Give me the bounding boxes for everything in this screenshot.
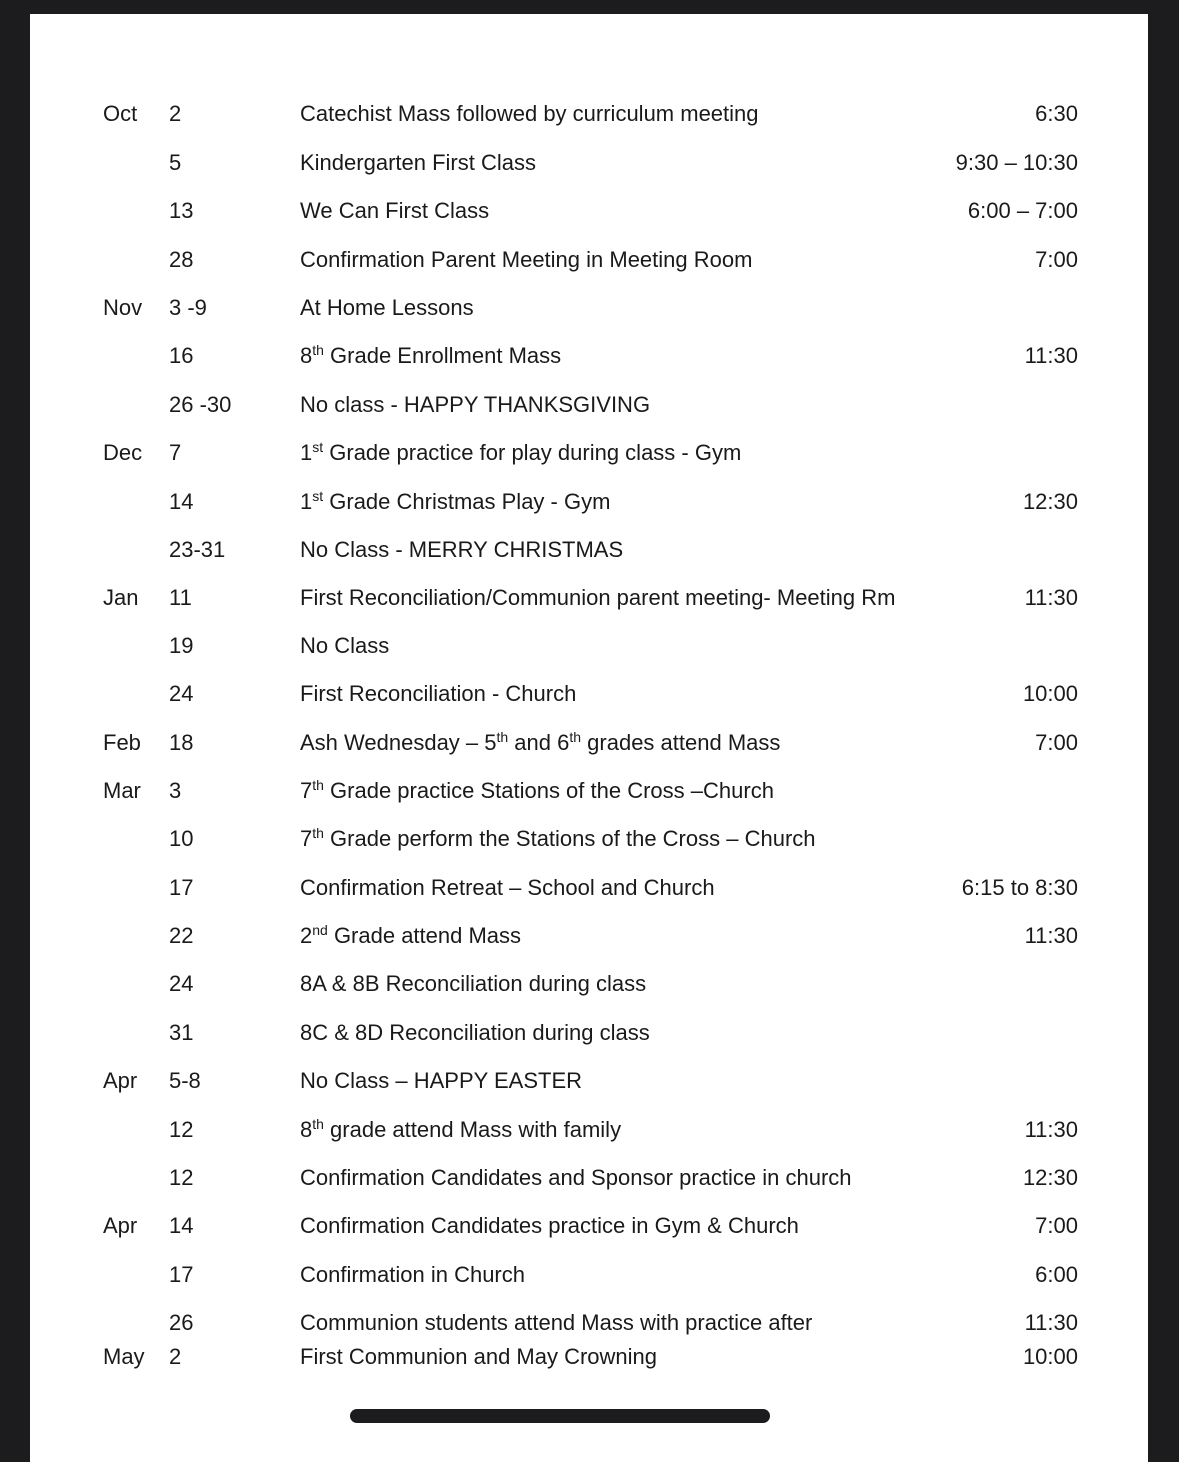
ordinal-suffix: th [312,777,324,793]
event-description: 1st Grade Christmas Play - Gym [300,488,611,514]
schedule-row [30,631,1148,661]
event-time: 10:00 [1022,1344,1078,1369]
event-time: 6:15 to 8:30 [961,875,1078,900]
event-description: Kindergarten First Class [300,150,536,175]
event-time: 11:30 [1024,1310,1078,1335]
schedule-row [30,776,1148,806]
month-label: Jan [103,585,139,610]
schedule-row [30,293,1148,323]
event-time: 11:30 [1024,343,1078,368]
home-indicator-bar[interactable] [350,1409,770,1423]
day-label: 3 -9 [169,295,207,320]
schedule-row [30,438,1148,468]
event-time: 11:30 [1024,585,1078,610]
event-description: First Reconciliation/Communion parent meeting- Meeting Rm [300,585,896,610]
day-label: 26 -30 [169,392,232,417]
day-label: 28 [169,247,194,272]
day-label: 23-31 [169,537,226,562]
schedule-row [30,1260,1148,1290]
day-label: 12 [169,1117,194,1142]
event-time: 7:00 [1035,730,1078,755]
day-label: 17 [169,1262,194,1287]
event-time: 12:30 [1022,489,1078,514]
day-label: 16 [169,343,194,368]
day-label: 10 [169,826,194,851]
event-description: 8th grade attend Mass with family [300,1116,622,1142]
event-description: Ash Wednesday – 5th and 6th grades attend Mass [300,729,781,755]
day-label: 24 [169,971,194,996]
day-label: 7 [169,440,182,465]
ordinal-suffix: nd [312,922,328,938]
document-page [30,14,1148,1462]
day-label: 12 [169,1165,194,1190]
day-label: 14 [169,1213,194,1238]
schedule-row [30,583,1148,613]
event-time: 6:00 [1035,1262,1078,1287]
event-description: 1st Grade practice for play during class - Gym [300,439,742,465]
day-label: 2 [169,101,182,126]
event-description: Confirmation Candidates and Sponsor practice in church [300,1165,852,1190]
schedule-row [30,487,1148,517]
event-description: Catechist Mass followed by curriculum meeting [300,101,759,126]
month-label: Nov [103,295,143,320]
ordinal-suffix: th [312,342,324,358]
day-label: 11 [169,585,192,610]
schedule-row [30,535,1148,565]
ordinal-suffix: st [312,488,324,504]
schedule-row [30,679,1148,709]
day-label: 19 [169,633,194,658]
day-label: 13 [169,198,194,223]
event-description: 8th Grade Enrollment Mass [300,342,562,368]
ordinal-suffix: st [312,439,324,455]
schedule-row [30,1018,1148,1048]
event-time: 6:30 [1035,101,1078,126]
event-time: 6:00 – 7:00 [967,198,1078,223]
event-description: Confirmation Parent Meeting in Meeting Room [300,247,753,272]
schedule-row [30,196,1148,226]
ordinal-suffix: th [496,729,509,745]
event-description: 7th Grade practice Stations of the Cross –Church [300,777,774,803]
event-description: No Class – HAPPY EASTER [300,1068,583,1093]
schedule-row [30,1342,1148,1372]
day-label: 18 [169,730,194,755]
month-label: Oct [103,101,138,126]
month-label: Apr [103,1068,138,1093]
event-description: 8C & 8D Reconciliation during class [300,1020,650,1045]
day-label: 5-8 [169,1068,201,1093]
event-description: No Class [300,633,390,658]
event-time: 7:00 [1035,1213,1078,1238]
month-label: Feb [103,730,141,755]
event-description: 7th Grade perform the Stations of the Cross – Church [300,825,816,851]
event-description: 8A & 8B Reconciliation during class [300,971,647,996]
event-time: 9:30 – 10:30 [955,150,1078,175]
schedule-row [30,1115,1148,1145]
event-time: 11:30 [1024,1117,1078,1142]
schedule-row [30,728,1148,758]
day-label: 22 [169,923,194,948]
schedule-row [30,921,1148,951]
event-description: No class - HAPPY THANKSGIVING [300,392,651,417]
day-label: 5 [169,150,182,175]
day-label: 24 [169,681,194,706]
schedule-row [30,1211,1148,1241]
event-description: 2nd Grade attend Mass [300,922,522,948]
day-label: 26 [169,1310,194,1335]
month-label: Apr [103,1213,138,1238]
schedule-row [30,245,1148,275]
event-time: 12:30 [1022,1165,1078,1190]
month-label: Mar [103,778,141,803]
event-description: Confirmation Candidates practice in Gym & Church [300,1213,799,1238]
schedule-row [30,1066,1148,1096]
event-description: Confirmation in Church [300,1262,525,1287]
day-label: 31 [169,1020,194,1045]
schedule-row [30,873,1148,903]
event-description: We Can First Class [300,198,490,223]
schedule-row [30,1163,1148,1193]
schedule-row [30,341,1148,371]
day-label: 17 [169,875,194,900]
day-label: 14 [169,489,194,514]
event-description: First Communion and May Crowning [300,1344,658,1369]
event-description: No Class - MERRY CHRISTMAS [300,537,624,562]
event-time: 10:00 [1022,681,1078,706]
event-description: At Home Lessons [300,295,474,320]
month-label: Dec [103,440,143,465]
ordinal-suffix: th [312,1116,324,1132]
ordinal-suffix: th [312,825,324,841]
schedule-row [30,969,1148,999]
event-description: Confirmation Retreat – School and Church [300,875,715,900]
event-time: 11:30 [1024,923,1078,948]
day-label: 3 [169,778,182,803]
schedule-row [30,148,1148,178]
schedule-row [30,390,1148,420]
schedule-row [30,1308,1148,1338]
schedule-row [30,99,1148,129]
schedule-row [30,824,1148,854]
event-time: 7:00 [1035,247,1078,272]
day-label: 2 [169,1344,182,1369]
ordinal-suffix: th [569,729,582,745]
event-description: First Reconciliation - Church [300,681,577,706]
month-label: May [103,1344,145,1369]
event-description: Communion students attend Mass with practice after [300,1310,813,1335]
